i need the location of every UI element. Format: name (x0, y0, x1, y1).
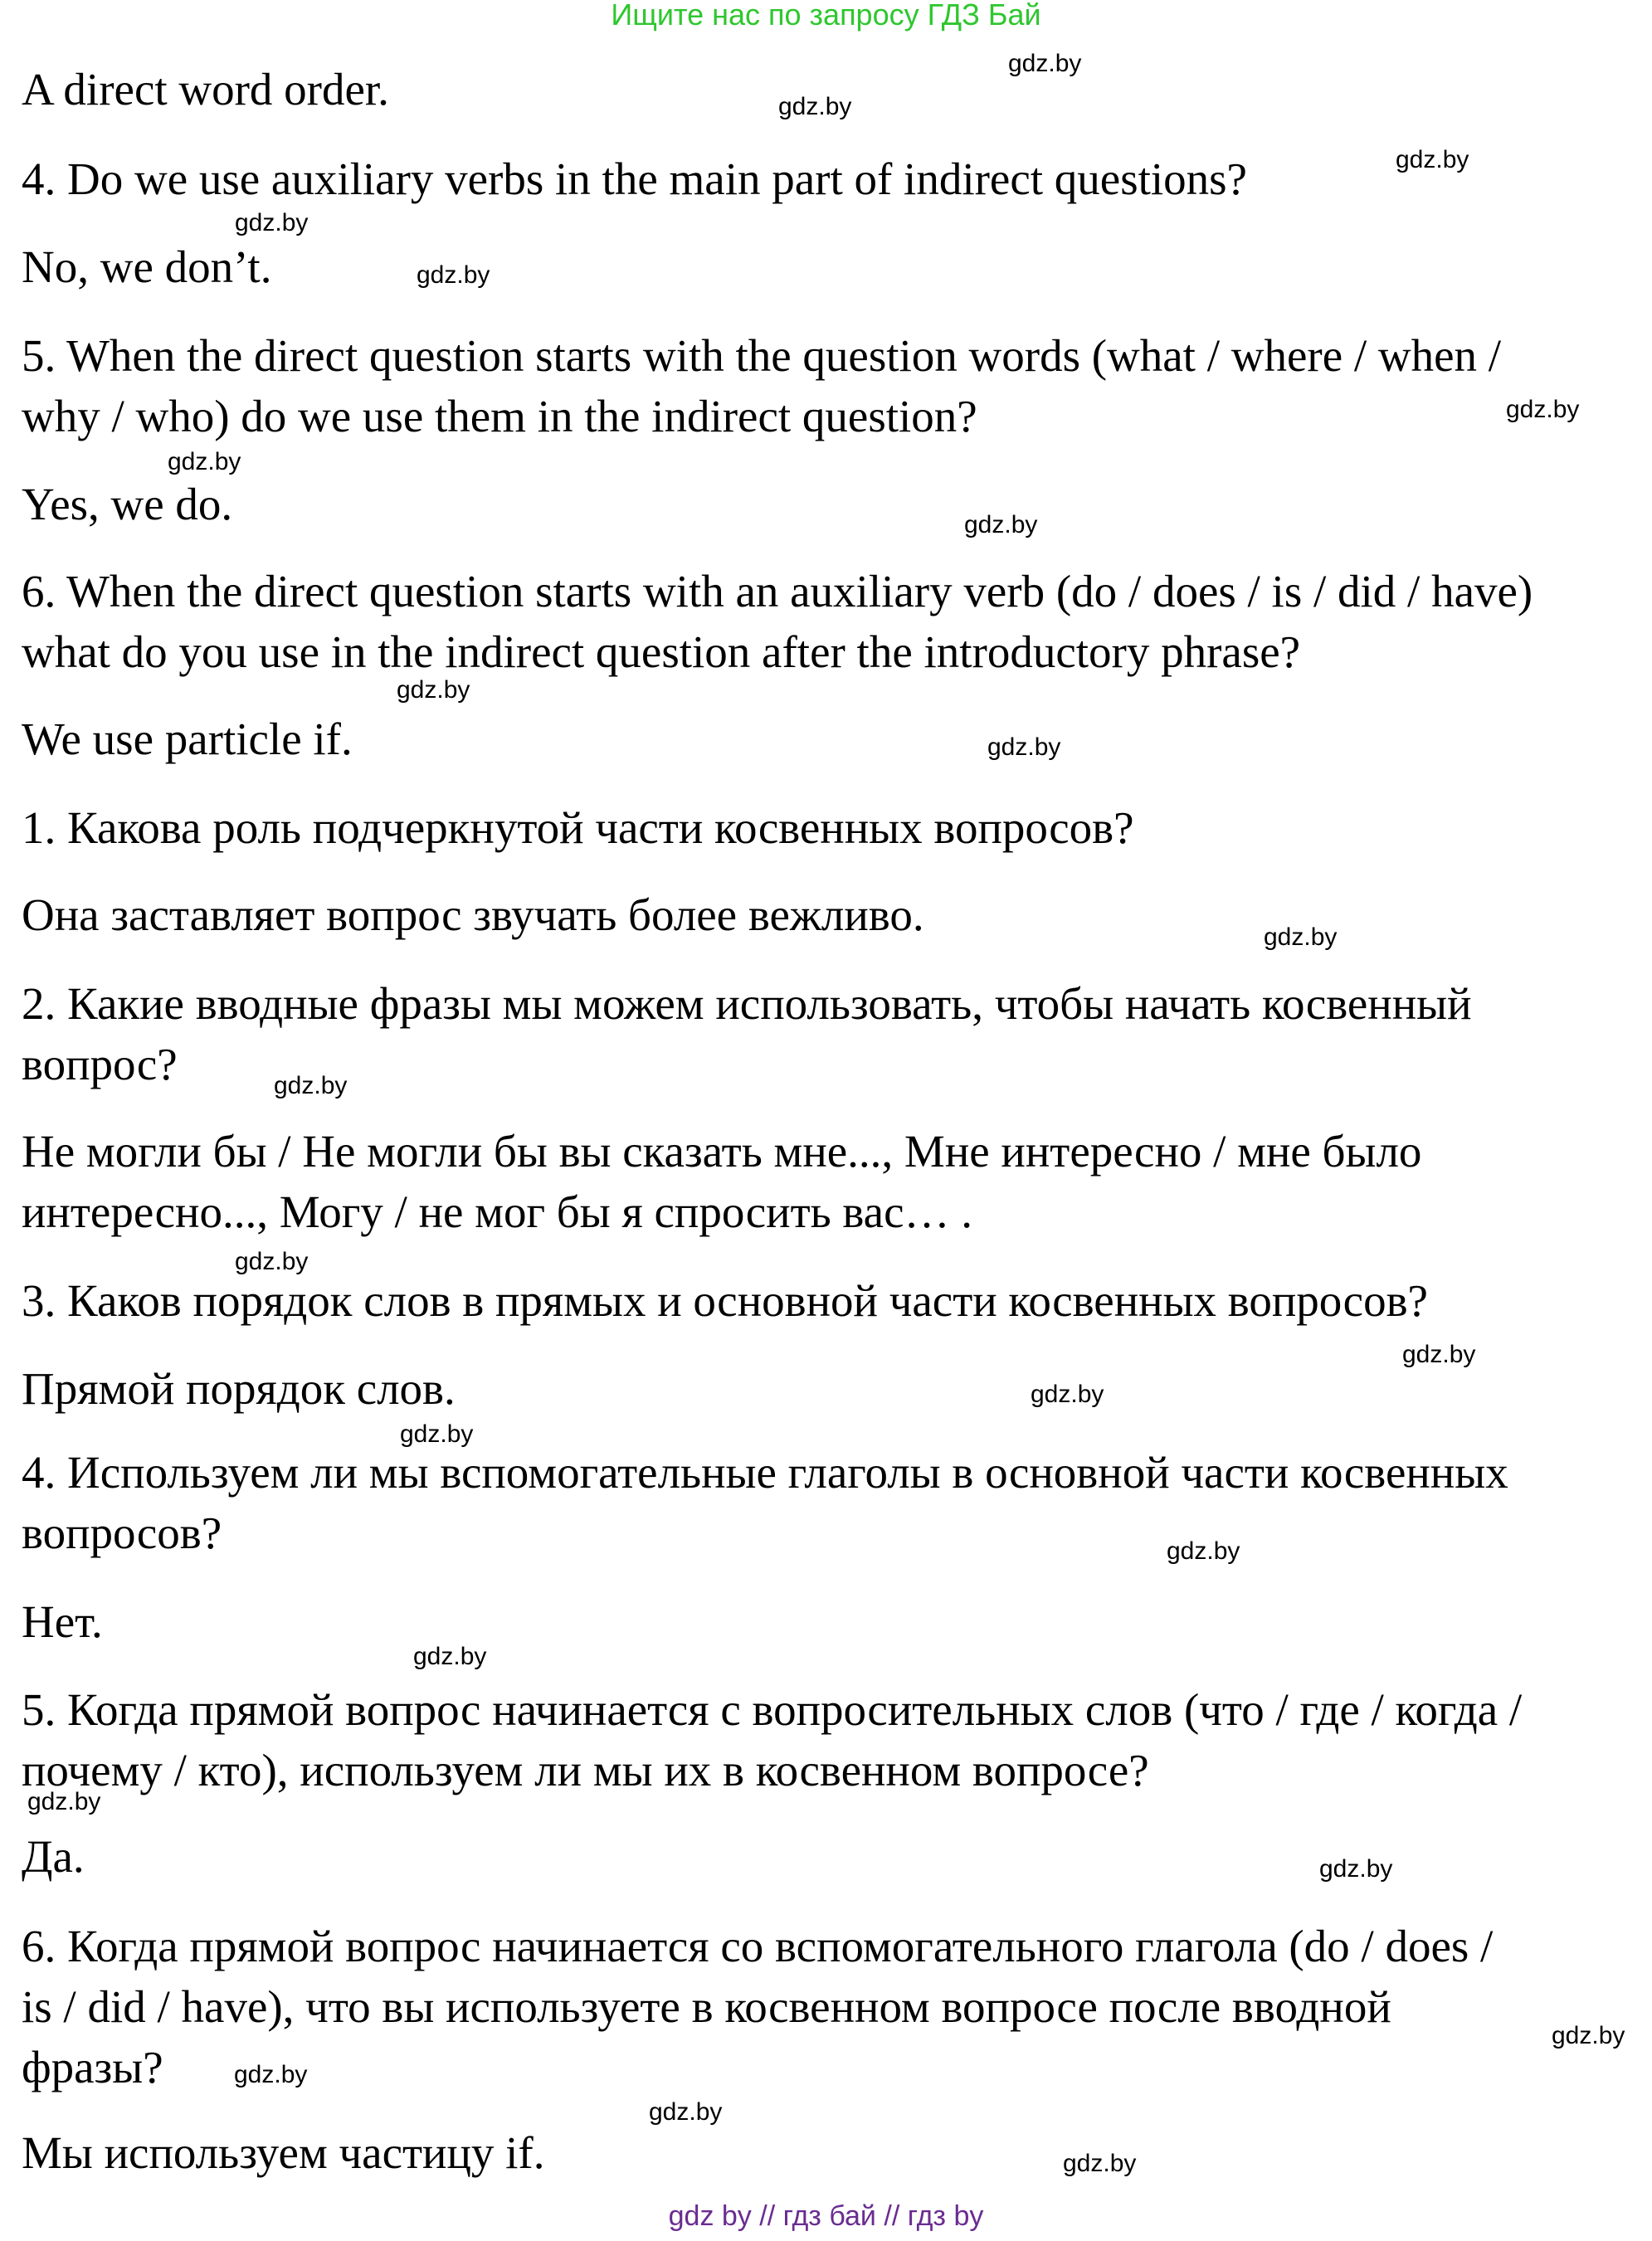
watermark: gdz.by (168, 448, 241, 475)
watermark: gdz.by (1008, 50, 1082, 77)
footer-links[interactable]: gdz by // гдз бай // гдз by (668, 2200, 984, 2232)
answer-6-ru: Мы используем частицу if. (22, 2127, 545, 2178)
answer-4-ru: Нет. (22, 1596, 103, 1647)
watermark: gdz.by (27, 1788, 101, 1815)
watermark: gdz.by (1552, 2022, 1625, 2049)
question-6-ru-line-2: is / did / have), что вы используете в косвенном вопросе после вводной (22, 1981, 1391, 2032)
watermark: gdz.by (1506, 396, 1580, 423)
question-4-ru-line-1: 4. Используем ли мы вспомогательные глаголы в основной части косвенных (22, 1447, 1508, 1498)
watermark: gdz.by (274, 1072, 348, 1099)
watermark: gdz.by (964, 511, 1038, 538)
question-5-en-line-2: why / who) do we use them in the indirect question? (22, 391, 977, 441)
watermark: gdz.by (400, 1420, 474, 1448)
watermark: gdz.by (397, 676, 470, 704)
watermark: gdz.by (1396, 146, 1469, 173)
answer-2-ru-line-2: интересно..., Могу / не мог бы я спросить вас… . (22, 1186, 973, 1237)
question-2-ru-line-1: 2. Какие вводные фразы мы можем использовать, чтобы начать косвенный (22, 978, 1472, 1029)
question-6-ru-line-3: фразы? (22, 2042, 163, 2092)
answer-2-ru-line-1: Не могли бы / Не могли бы вы сказать мне..., Мне интересно / мне было (22, 1126, 1422, 1177)
answer-3-en: A direct word order. (22, 64, 389, 114)
answer-4-en: No, we don’t. (22, 241, 272, 292)
watermark: gdz.by (234, 2061, 308, 2088)
question-6-en-line-2: what do you use in the indirect question after the introductory phrase? (22, 626, 1301, 677)
watermark: gdz.by (1264, 923, 1338, 951)
watermark: gdz.by (1402, 1341, 1476, 1368)
question-4-ru-line-2: вопросов? (22, 1508, 222, 1558)
watermark: gdz.by (649, 2098, 723, 2126)
watermark: gdz.by (417, 261, 490, 289)
watermark: gdz.by (778, 93, 852, 120)
answer-5-ru: Да. (22, 1831, 85, 1882)
watermark: gdz.by (235, 1248, 309, 1275)
watermark: gdz.by (235, 209, 309, 236)
question-5-en-line-1: 5. When the direct question starts with the question words (what / where / when / (22, 330, 1502, 381)
answer-1-ru: Она заставляет вопрос звучать более вежливо. (22, 889, 924, 940)
watermark: gdz.by (987, 733, 1061, 761)
question-1-ru: 1. Какова роль подчеркнутой части косвенных вопросов? (22, 802, 1134, 853)
watermark: gdz.by (1031, 1381, 1104, 1408)
answer-3-ru: Прямой порядок слов. (22, 1363, 456, 1414)
question-5-ru-line-1: 5. Когда прямой вопрос начинается с вопросительных слов (что / где / когда / (22, 1684, 1523, 1735)
question-5-ru-line-2: почему / кто), используем ли мы их в косвенном вопросе? (22, 1745, 1149, 1795)
question-6-en-line-1: 6. When the direct question starts with an auxiliary verb (do / does / is / did / have) (22, 566, 1533, 616)
question-3-ru: 3. Каков порядок слов в прямых и основной части косвенных вопросов? (22, 1275, 1428, 1326)
answer-6-en: We use particle if. (22, 714, 353, 764)
watermark: gdz.by (1063, 2150, 1137, 2177)
answer-5-en: Yes, we do. (22, 479, 233, 529)
question-2-ru-line-2: вопрос? (22, 1039, 178, 1089)
watermark: gdz.by (1319, 1855, 1393, 1883)
search-hint-link[interactable]: Ищите нас по запросу ГДЗ Бай (611, 0, 1041, 32)
question-4-en: 4. Do we use auxiliary verbs in the main part of indirect questions? (22, 153, 1247, 204)
watermark: gdz.by (413, 1643, 487, 1670)
watermark: gdz.by (1167, 1537, 1240, 1565)
question-6-ru-line-1: 6. Когда прямой вопрос начинается со вспомогательного глагола (do / does / (22, 1921, 1494, 1971)
